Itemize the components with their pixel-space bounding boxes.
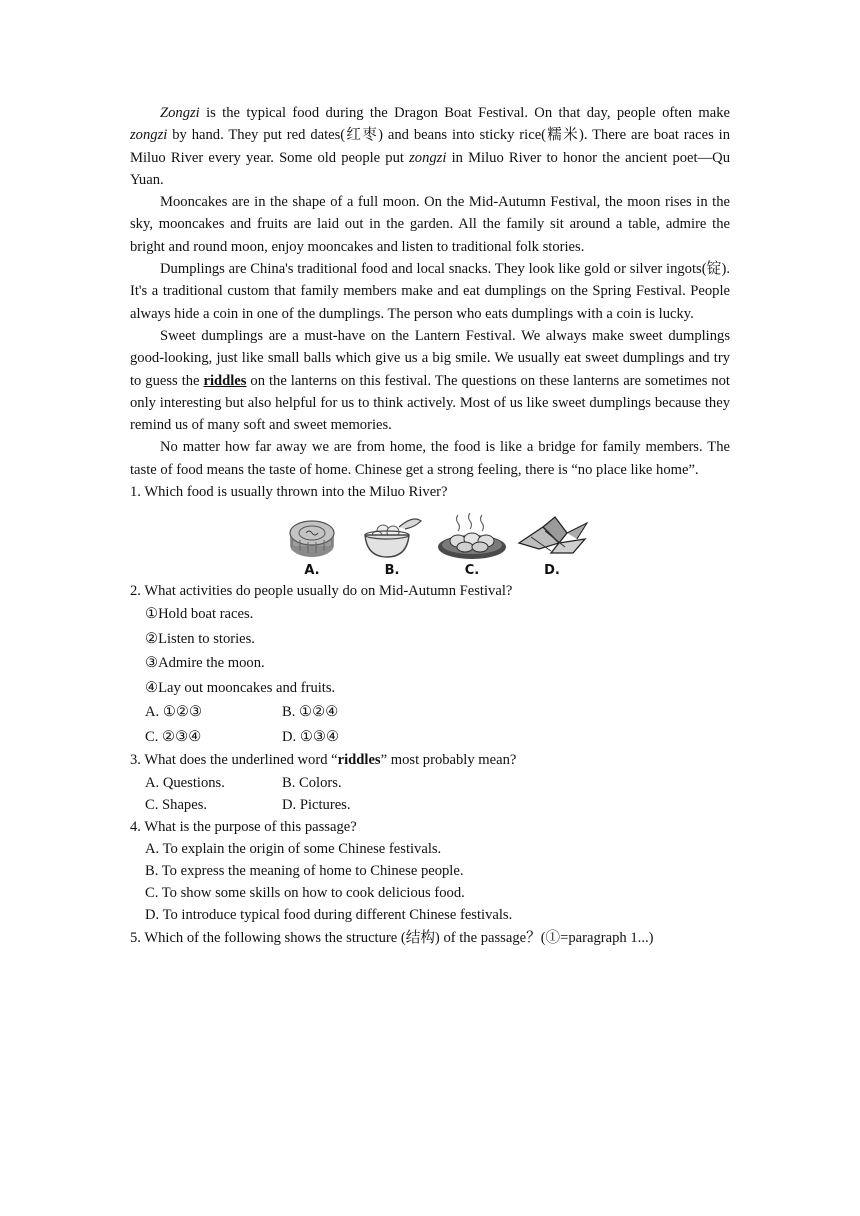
question-2-options-row-1 [145,700,730,725]
zongzi-icon [515,513,589,561]
question-3-option-d[interactable]: D. Pictures. [282,796,351,813]
question-2-item-2: ②Listen to stories. [145,630,255,647]
option-d-picture: D. [518,513,586,578]
worksheet-page [130,102,730,950]
question-3-stem: 3. What does the underlined word “riddles” most probably mean? [130,752,517,769]
sweet-dumplings-bowl-icon [361,515,423,561]
underlined-word-riddles: riddles [203,372,247,389]
question-2-item-1: ①Hold boat races. [145,606,254,623]
passage-paragraph-3: Dumplings are China's traditional food and local snacks. They look like gold or silver ingots(锭). It's a traditional custom that family members make and eat dumplings on the Spring Festival. People always hide a coin in one of the dumplings. The person who eats dumplings with a coin is lucky. [130,261,730,322]
question-5-stem: 5. Which of the following shows the structure (结构) of the passage？(①=paragraph 1...) [130,930,654,947]
question-3-options-row-1 [145,772,730,794]
question-3-option-a[interactable]: A. Questions. [145,774,225,791]
passage-paragraph-2: Mooncakes are in the shape of a full moon. On the Mid-Autumn Festival, the moon rises in the sky, mooncakes and fruits are laid out in the garden. All the family sit around a table, admire the bright and round moon, enjoy mooncakes and listen to traditional folk stories. [130,194,730,255]
option-c-picture: C. [438,513,506,578]
question-4-option-d[interactable]: D. To introduce typical food during different Chinese festivals. [145,907,513,924]
question-2-options-row-2 [145,725,730,750]
option-b-picture: B. [358,515,426,578]
question-2-item-4: ④Lay out mooncakes and fruits. [145,679,336,696]
question-4-options [145,838,730,926]
passage-paragraph-1: Zongzi is the typical food during the Dragon Boat Festival. On that day, people often make zongzi by hand. They put red dates(红枣) and beans into sticky rice(糯米). There are boat races in Miluo River every year. Some old people put zongzi in Miluo River to honor the ancient poet—Qu Yuan. [130,105,730,188]
question-1-stem: 1. Which food is usually thrown into the Miluo River? [130,484,448,501]
question-3-keyword: riddles [337,752,381,769]
question-3-option-b[interactable]: B. Colors. [282,774,342,791]
question-2-option-b[interactable]: B. ①②④ [282,704,339,721]
question-2-stem: 2. What activities do people usually do on Mid-Autumn Festival? [130,582,513,599]
question-4-stem: 4. What is the purpose of this passage? [130,818,357,835]
mooncake-icon [286,515,338,561]
passage-paragraph-4: Sweet dumplings are a must-have on the Lantern Festival. We always make sweet dumplings good-looking, just like small balls which give us a big smile. We usually eat sweet dumplings and try to guess the riddles on the lanterns on this festival. The questions on these lanterns are sometimes not only interesting but also helpful for us to think actively. Most of us like sweet dumplings because they remind us of many soft and sweet memories. [130,327,730,434]
question-3-option-c[interactable]: C. Shapes. [145,796,208,813]
passage-paragraph-5: No matter how far away we are from home, the food is like a bridge for family members. The taste of food means the taste of home. Chinese get a strong feeling, there is “no place like home”. [130,439,730,478]
question-2-option-d[interactable]: D. ①③④ [282,728,340,745]
question-2-item-3: ③Admire the moon. [145,655,265,672]
question-4-option-c[interactable]: C. To show some skills on how to cook delicious food. [145,885,465,902]
question-1-pictures [278,510,730,578]
question-2-option-a[interactable]: A. ①②③ [145,704,203,721]
question-4-option-a[interactable]: A. To explain the origin of some Chinese festivals. [145,841,442,858]
question-2-option-c[interactable]: C. ②③④ [145,728,202,745]
dumplings-plate-icon [436,513,508,561]
question-3-options-row-2 [145,794,730,816]
question-4-option-b[interactable]: B. To express the meaning of home to Chinese people. [145,863,464,880]
option-a-picture: A. [278,515,346,578]
